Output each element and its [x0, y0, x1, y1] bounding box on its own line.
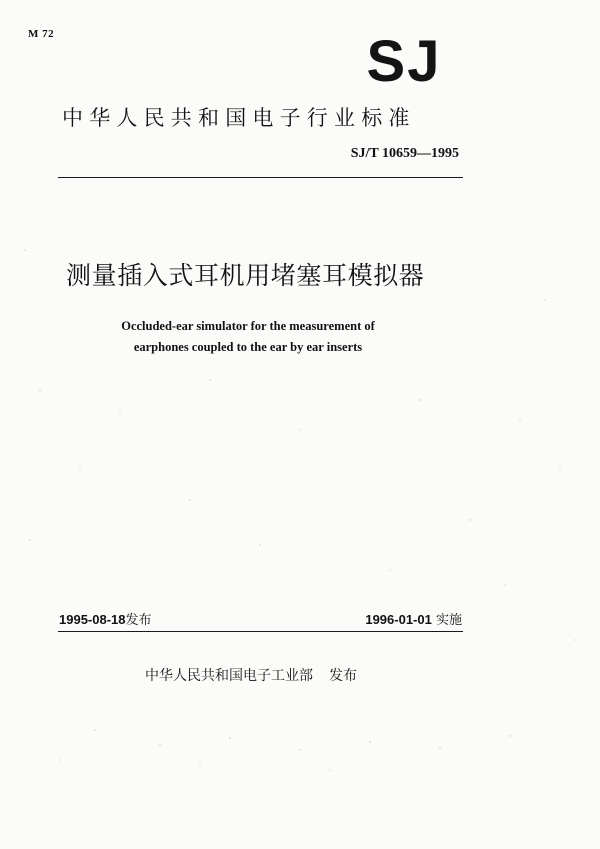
publisher-block — [145, 665, 357, 685]
implementation-date-block — [365, 609, 462, 628]
implementation-date: 1996-01-01 — [365, 612, 432, 627]
issue-date: 1995-08-18 — [59, 612, 126, 627]
classification-code: M 72 — [28, 28, 55, 40]
publisher-label: 发布 — [329, 668, 357, 684]
standard-type-heading: 中华人民共和国电子行业标准 — [62, 106, 416, 130]
standard-number: SJ/T 10659—1995 — [350, 146, 459, 161]
document-title-english — [88, 316, 408, 358]
publisher-name: 中华人民共和国电子工业部 — [145, 668, 313, 684]
implementation-label: 实施 — [435, 613, 462, 628]
issue-label: 发布 — [125, 613, 152, 628]
english-title-line-2: earphones coupled to the ear by ear inserts — [133, 340, 363, 354]
header-divider — [58, 177, 463, 178]
footer-divider — [58, 631, 463, 632]
sj-logo — [352, 34, 456, 86]
sj-logo-text: SJ — [366, 34, 442, 86]
issue-date-block — [59, 609, 152, 628]
english-title-line-1: Occluded-ear simulator for the measurement of — [121, 319, 375, 333]
document-title-chinese: 测量插入式耳机用堵塞耳模拟器 — [66, 261, 425, 290]
